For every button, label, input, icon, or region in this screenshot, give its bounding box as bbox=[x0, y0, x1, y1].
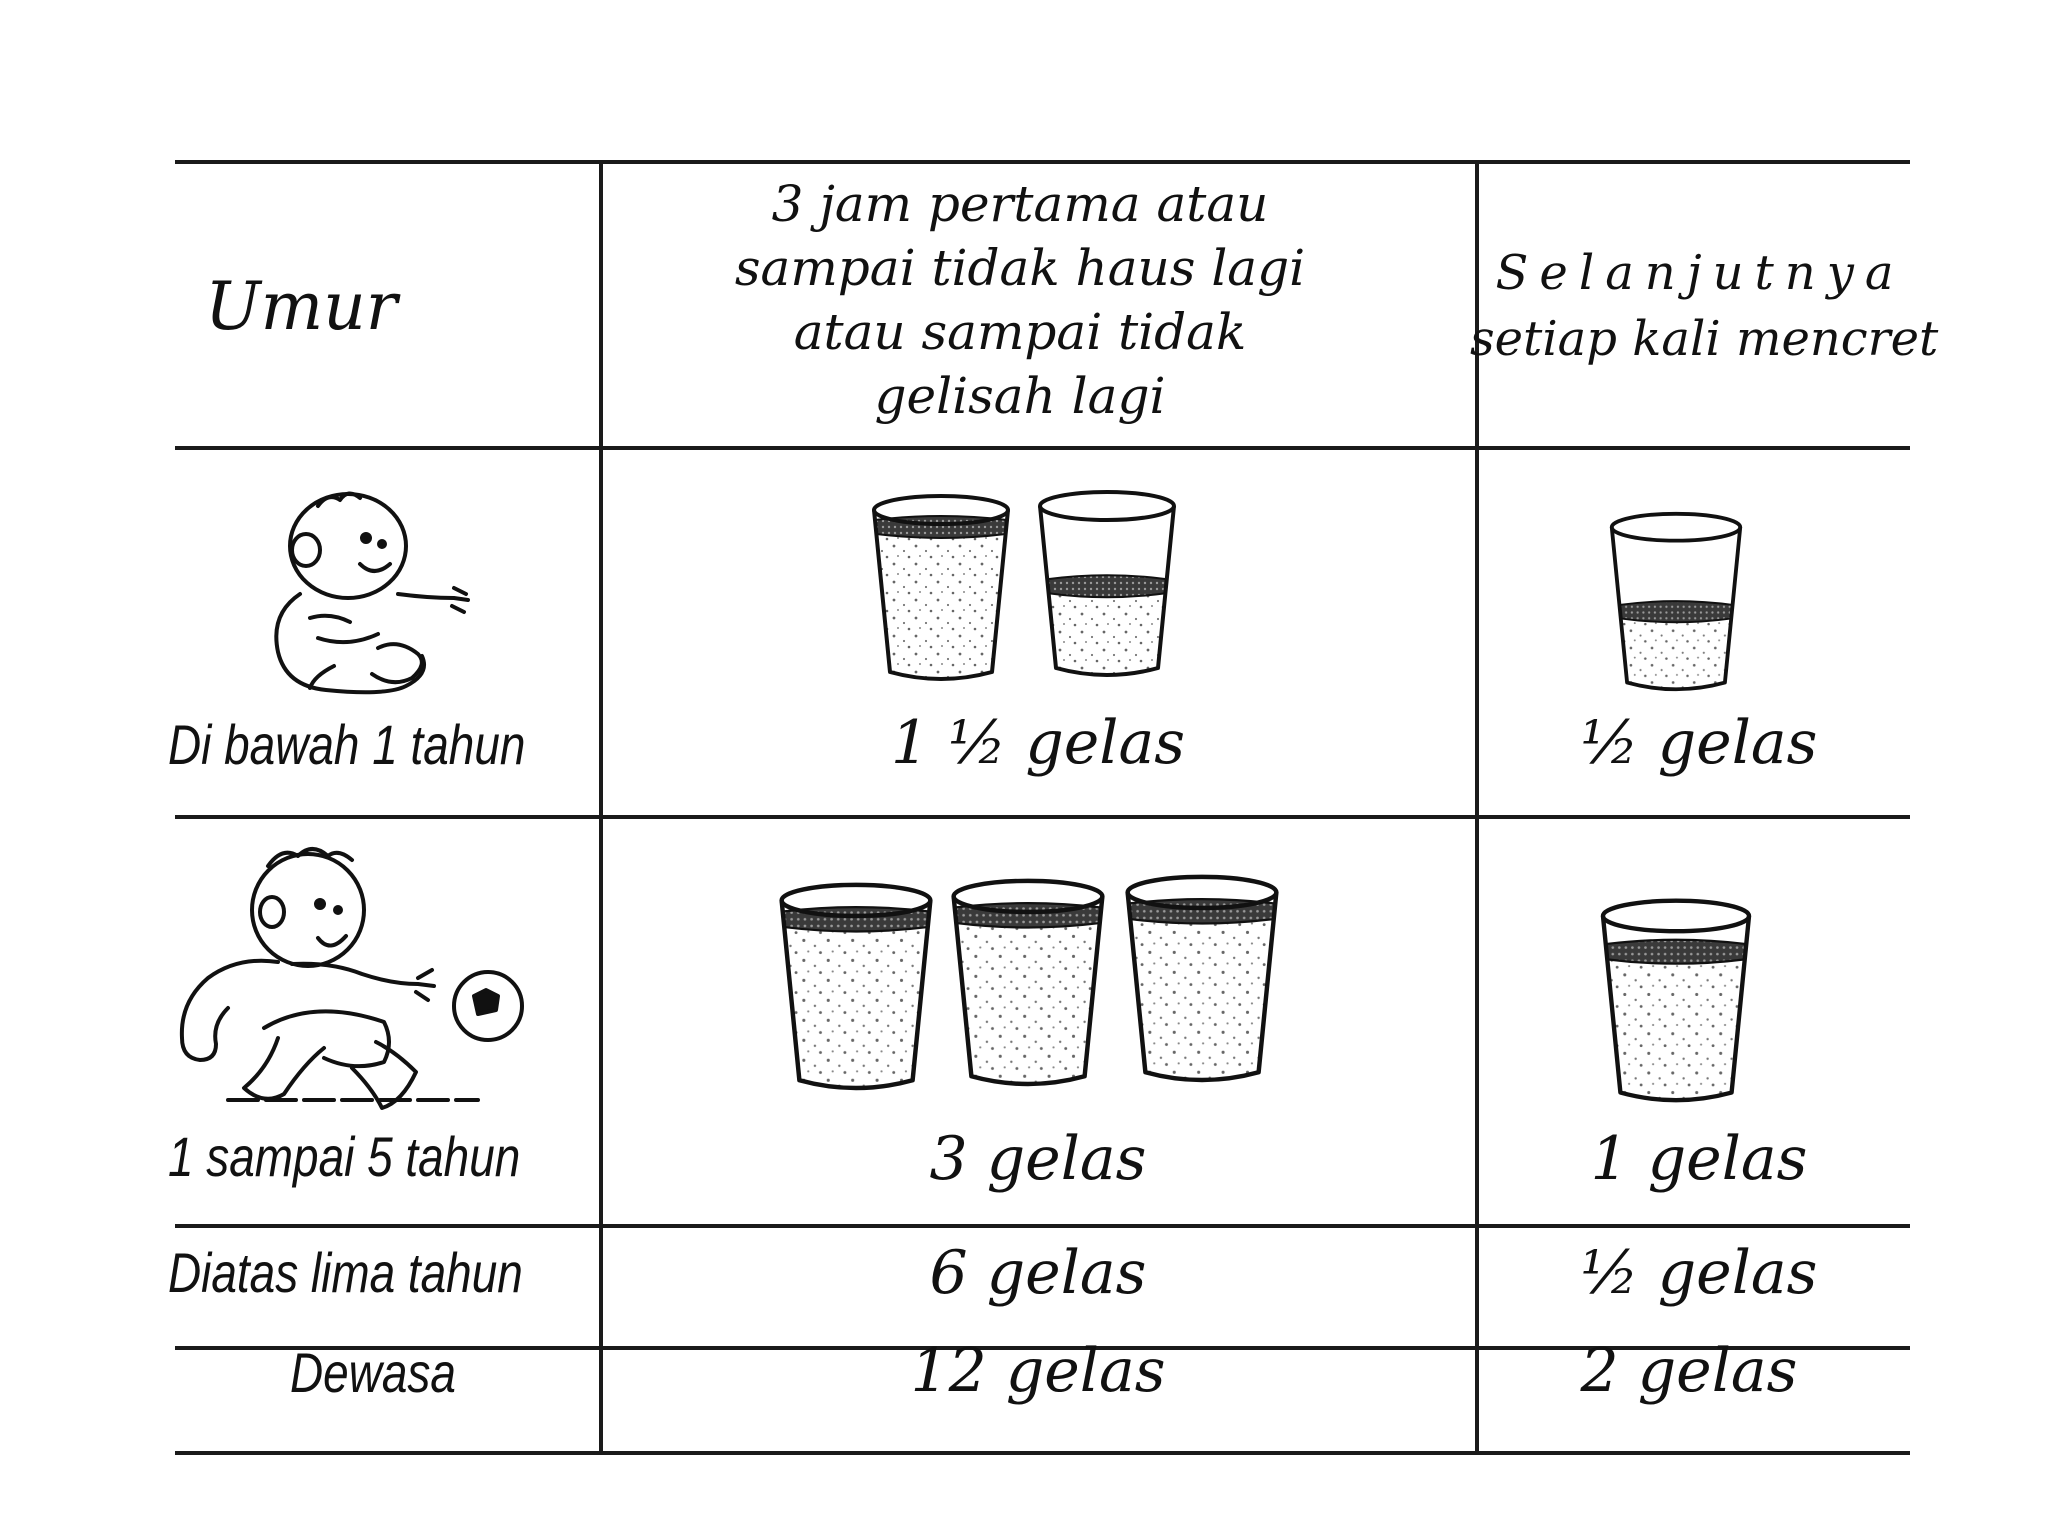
glass-liquid bbox=[875, 520, 1007, 678]
glass-liquid-surface bbox=[1619, 601, 1733, 622]
amount-after-row2: 1 gelas bbox=[1590, 1124, 1808, 1194]
amount-after-row1: ½ gelas bbox=[1580, 708, 1818, 778]
header-col3-line-1: Selanjutnya bbox=[1495, 245, 1905, 301]
header-subsequent bbox=[1470, 240, 1939, 372]
header-umur: Umur bbox=[205, 268, 398, 345]
age-under-1-year: Di bawah 1 tahun bbox=[168, 713, 526, 776]
glass-full bbox=[1596, 892, 1756, 1110]
table-bottom-rule bbox=[175, 1451, 1910, 1455]
amount-after-row4: 2 gelas bbox=[1580, 1336, 1798, 1406]
age-adult: Dewasa bbox=[290, 1341, 456, 1404]
header-col2-line-4: gelisah lagi bbox=[874, 367, 1166, 425]
amount-first-row1: 1 ½ gelas bbox=[890, 708, 1186, 778]
glass-rim bbox=[1603, 901, 1749, 932]
glass-liquid bbox=[1606, 944, 1747, 1099]
header-first-3-hours bbox=[600, 172, 1440, 428]
glass-rim bbox=[1040, 492, 1174, 520]
glass-liquid-surface bbox=[1047, 575, 1167, 597]
glass-half bbox=[1606, 506, 1746, 698]
glass-full bbox=[774, 876, 938, 1098]
glass-liquid bbox=[783, 912, 930, 1087]
glass-full bbox=[1120, 868, 1284, 1090]
glass-rim bbox=[1612, 514, 1740, 541]
header-col3-line-2: setiap kali mencret bbox=[1470, 311, 1939, 367]
table-top-rule bbox=[175, 160, 1910, 164]
header-bottom-rule bbox=[175, 446, 1910, 450]
amount-first-row3: 6 gelas bbox=[929, 1238, 1147, 1308]
glass-liquid-surface bbox=[1606, 940, 1747, 964]
baby-sitting-icon bbox=[248, 488, 468, 698]
glass-full bbox=[868, 488, 1014, 688]
row1-bottom-rule bbox=[175, 815, 1910, 819]
glass-full bbox=[946, 872, 1110, 1094]
amount-first-row2: 3 gelas bbox=[929, 1124, 1147, 1194]
child-kicking-ball-icon bbox=[168, 838, 548, 1118]
glass-liquid bbox=[1129, 904, 1276, 1079]
row2-bottom-rule bbox=[175, 1224, 1910, 1228]
age-1-to-5-years: 1 sampai 5 tahun bbox=[168, 1125, 521, 1188]
header-col2-line-3: atau sampai tidak bbox=[793, 303, 1247, 361]
age-over-five-years: Diatas lima tahun bbox=[168, 1241, 523, 1304]
amount-first-row4: 12 gelas bbox=[910, 1336, 1166, 1406]
glass-liquid bbox=[955, 908, 1102, 1083]
header-col2-line-2: sampai tidak haus lagi bbox=[734, 239, 1306, 297]
header-col2-line-1: 3 jam pertama atau bbox=[771, 175, 1269, 233]
amount-after-row3: ½ gelas bbox=[1580, 1238, 1818, 1308]
glass-partial bbox=[1034, 484, 1180, 684]
